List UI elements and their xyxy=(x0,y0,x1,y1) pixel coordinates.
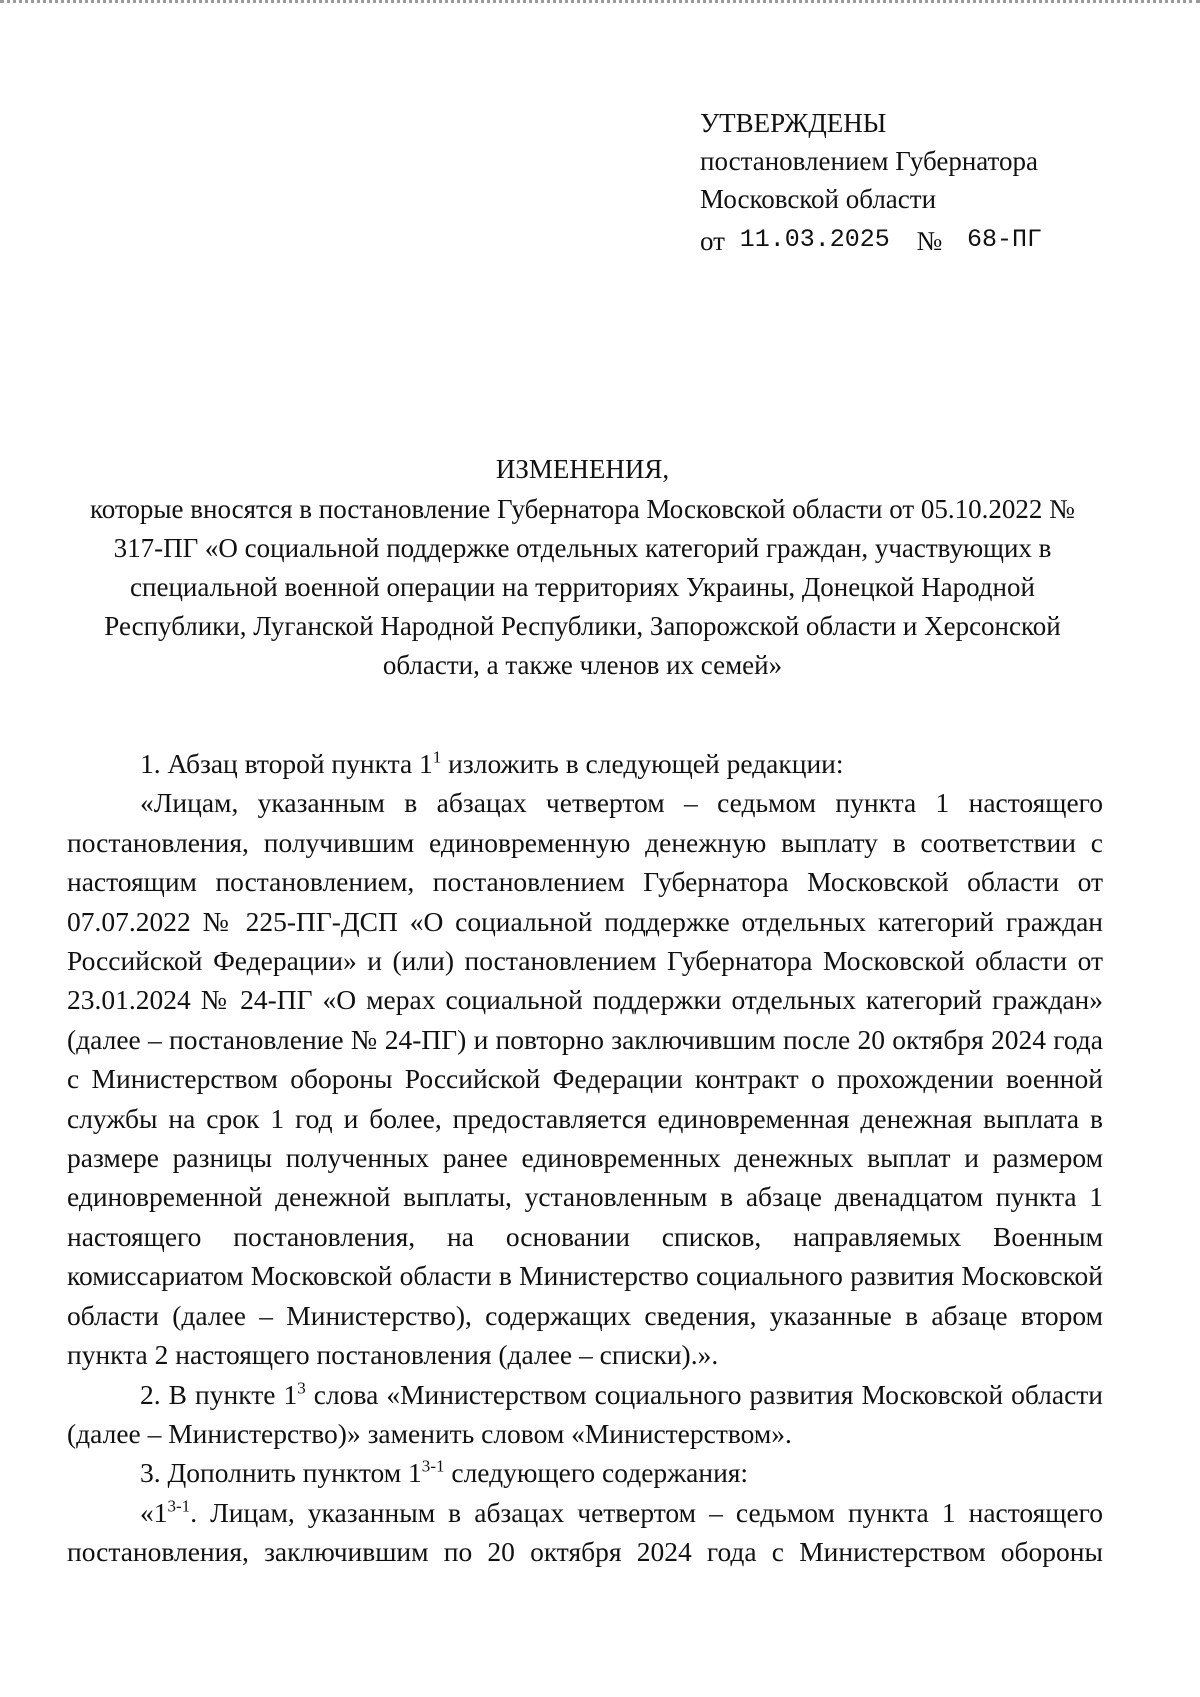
approval-stamp xyxy=(700,104,1042,260)
paragraph-2 xyxy=(67,1375,1103,1454)
page-top-border xyxy=(0,0,1200,7)
document-title xyxy=(70,450,1095,685)
paragraph-quote-2-tail: . Лицам, указанным в абзацах четвертом – седьмом пункта 1 настоящего постановления, заключившим по 20 октября 2024 года с Министерством обороны xyxy=(67,1496,1103,1568)
date-prefix: от xyxy=(700,226,725,256)
paragraph-2-sup: 3 xyxy=(297,1377,306,1397)
approval-authority: постановлением Губернатора xyxy=(700,146,1038,176)
approval-title: УТВЕРЖДЕНЫ xyxy=(700,108,887,138)
paragraph-3 xyxy=(67,1453,1103,1492)
document-body xyxy=(67,744,1103,1572)
paragraph-quote-2 xyxy=(67,1493,1103,1572)
paragraph-quote-2-text: «1 xyxy=(140,1496,168,1528)
approval-date-row xyxy=(700,218,1042,260)
paragraph-quote-2-sup: 3-1 xyxy=(167,1496,191,1516)
approval-number: 68-ПГ xyxy=(967,225,1043,254)
paragraph-3-tail: следующего содержания: xyxy=(444,1457,749,1489)
title-subtitle: которые вносятся в постановление Губернатора Московской области от 05.10.2022 № 317-ПГ «О социальной поддержке отдельных категорий граждан, участвующих в специальной военной операции на территориях Украины, Донецкой Народной Республики, Луганской Народной Республики, Запорожской области и Херсонской области, а также членов их семей» xyxy=(90,494,1075,680)
paragraph-3-sup: 3-1 xyxy=(421,1456,445,1476)
approval-date: 11.03.2025 xyxy=(739,225,890,254)
paragraph-2-tail: слова «Министерством социального развития Московской области (далее – Министерство)» заменить словом «Министерством». xyxy=(67,1378,1104,1449)
paragraph-1 xyxy=(67,744,1103,783)
paragraph-2-text: 2. В пункте 1 xyxy=(140,1378,298,1410)
approval-region: Московской области xyxy=(700,184,937,214)
paragraph-quote-1: «Лицам, указанным в абзацах четвертом – седьмом пункта 1 настоящего постановления, получившим единовременную денежную выплату в соответствии с настоящим постановлением, постановлением Губернатора Московской области от 07.07.2022 № 225-ПГ-ДСП «О социальной поддержке отдельных категорий граждан Российской Федерации» и (или) постановлением Губернатора Московской области от 23.01.2024 № 24-ПГ «О мерах социальной поддержки отдельных категорий граждан» (далее – постановление № 24-ПГ) и повторно заключившим после 20 октября 2024 года с Министерством обороны Российской Федерации контракт о прохождении военной службы на срок 1 год и более, предоставляется единовременная денежная выплата в размере разницы полученных ранее единовременных денежных выплат и размером единовременной денежной выплаты, установленным в абзаце двенадцатом пункта 1 настоящего постановления, на основании списков, направляемых Военным комиссариатом Московской области в Министерство социального развития Московской области (далее – Министерство), содержащих сведения, указанные в абзаце втором пункта 2 настоящего постановления (далее – списки).». xyxy=(67,787,1103,1371)
paragraph-3-text: 3. Дополнить пунктом 1 xyxy=(140,1457,422,1489)
paragraph-1-text: 1. Абзац второй пункта 1 xyxy=(140,748,433,779)
paragraph-1-tail: изложить в следующей редакции: xyxy=(441,748,844,779)
paragraph-1-sup: 1 xyxy=(432,747,442,767)
number-sign: № xyxy=(916,226,943,256)
title-heading: ИЗМЕНЕНИЯ, xyxy=(495,454,670,484)
